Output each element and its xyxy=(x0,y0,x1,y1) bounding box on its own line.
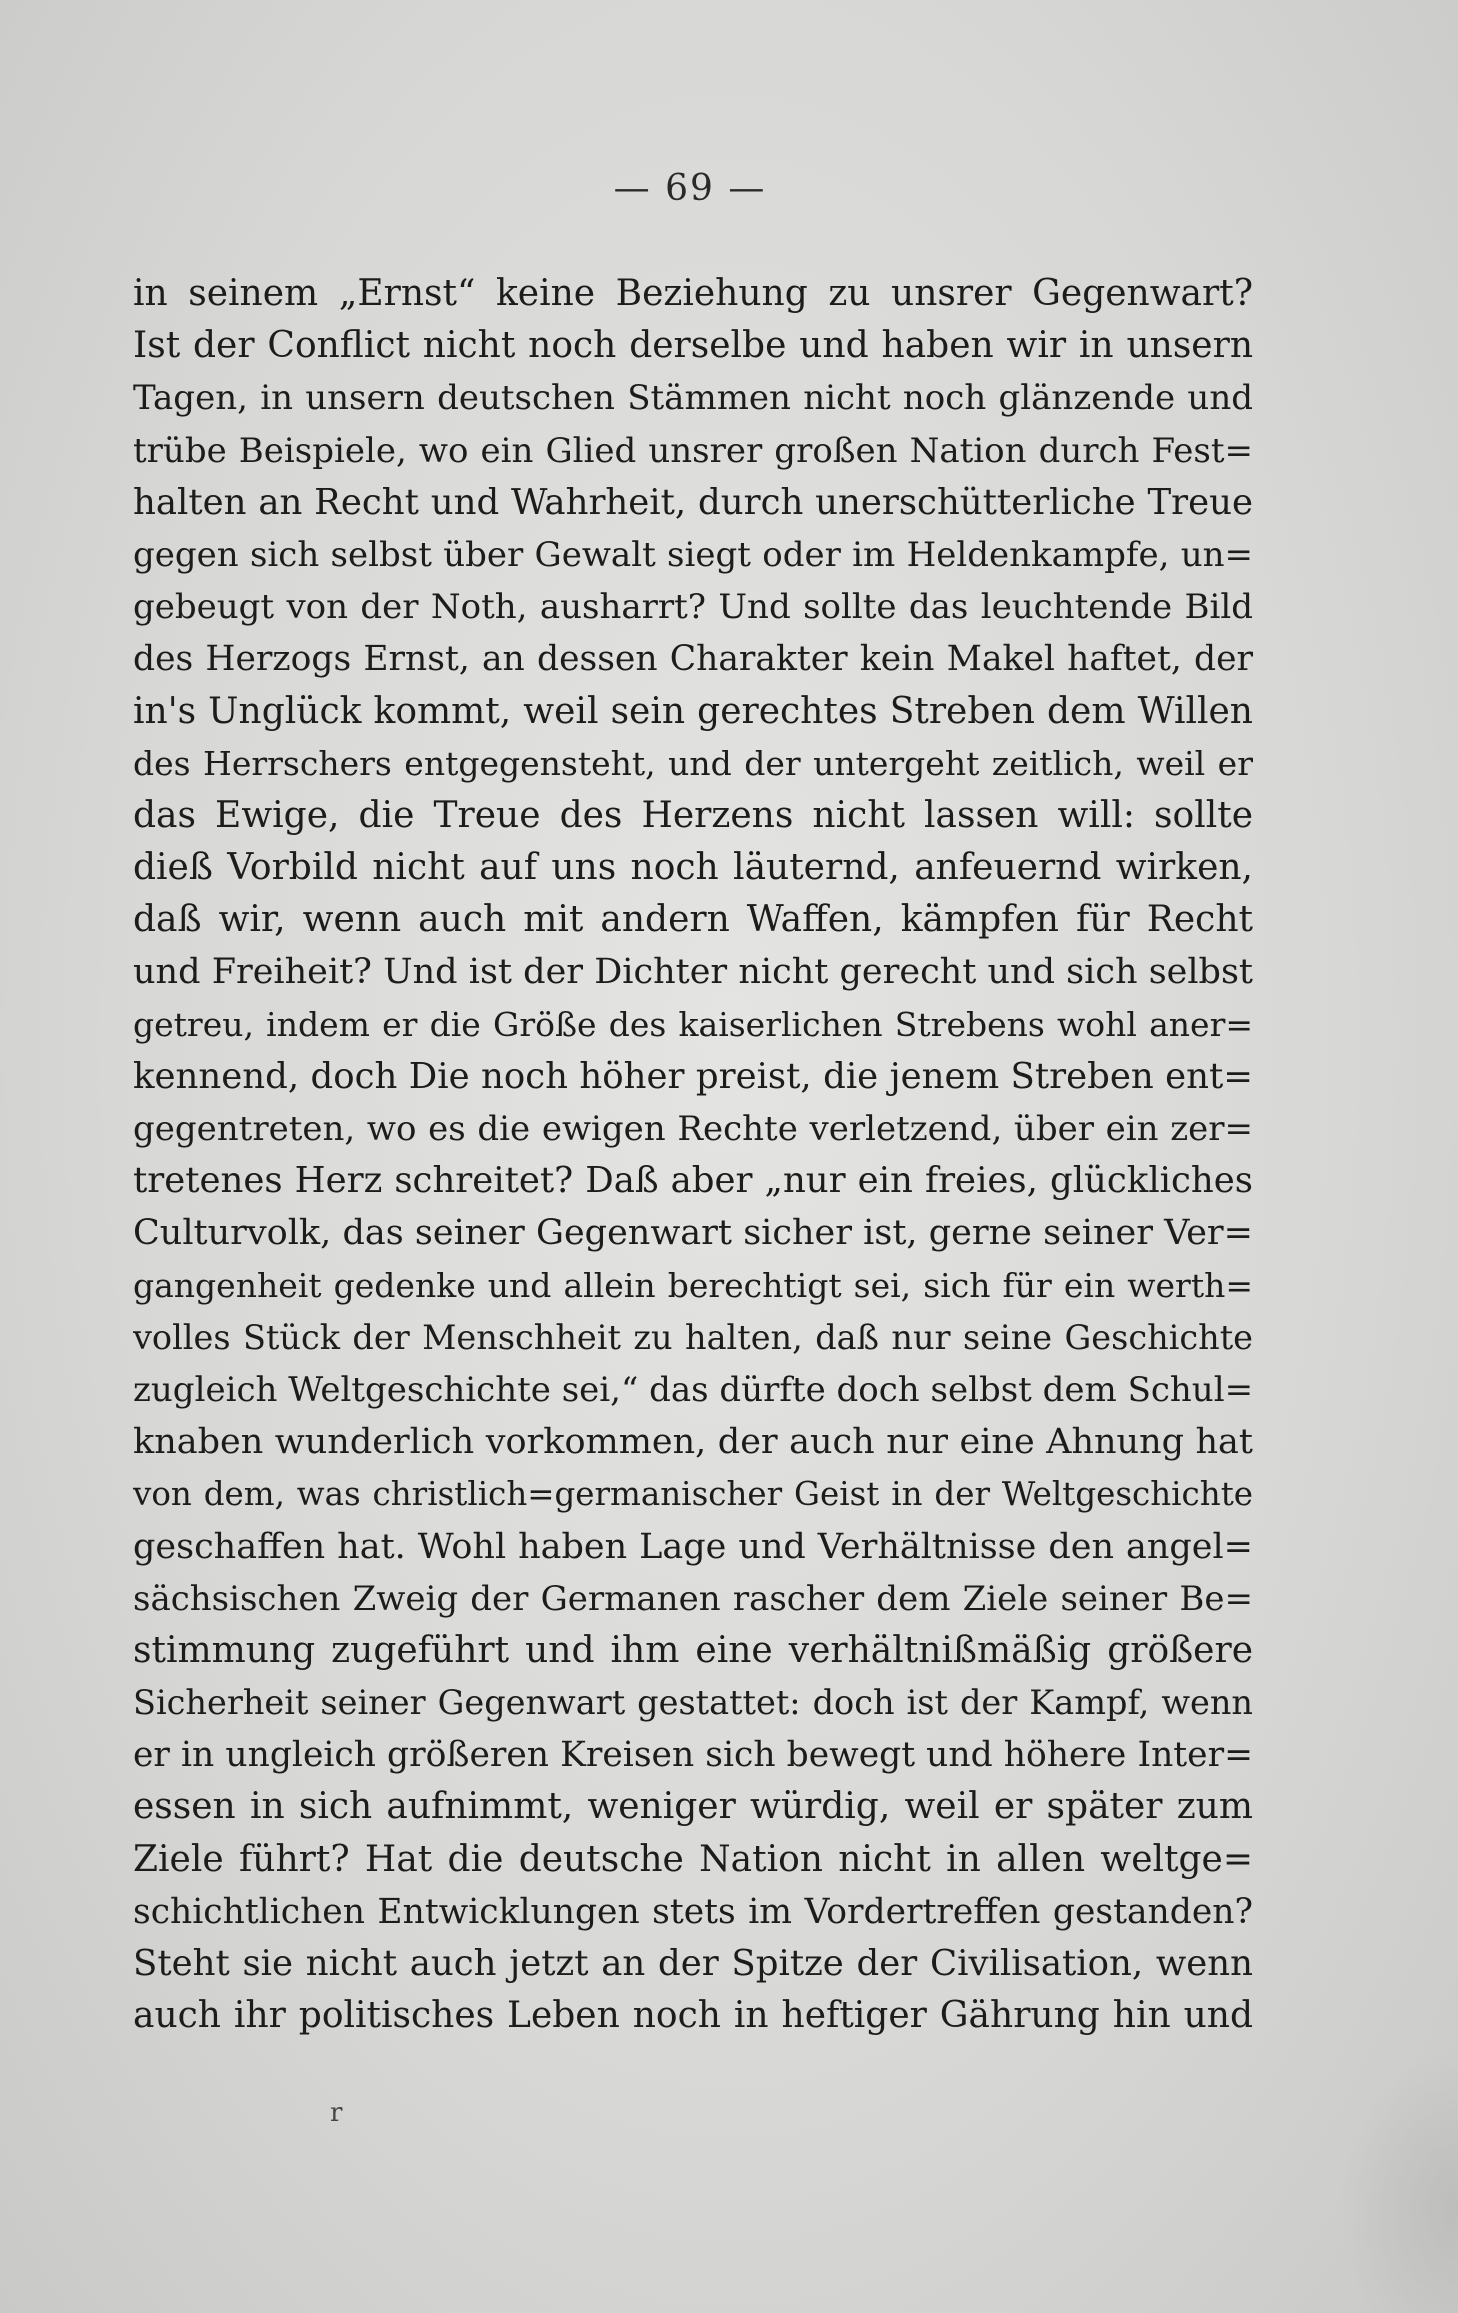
text-line: zugleich Weltgeschichte sei,“ das dürfte doch selbst dem Schul= xyxy=(133,1369,1253,1410)
text-line: gegentreten, wo es die ewigen Rechte verletzend, über ein zer= xyxy=(133,1109,1253,1149)
body-text xyxy=(133,268,1253,2042)
text-line: Sicherheit seiner Gegenwart gestattet: doch ist der Kampf, wenn xyxy=(133,1683,1253,1723)
text-line: das Ewige, die Treue des Herzens nicht lassen will: sollte xyxy=(133,794,1253,836)
text-line: in's Unglück kommt, weil sein gerechtes Streben dem Willen xyxy=(133,690,1253,732)
text-line: gangenheit gedenke und allein berechtigt sei, sich für ein werth= xyxy=(133,1265,1253,1305)
text-line: knaben wunderlich vorkommen, der auch nur eine Ahnung hat xyxy=(133,1422,1253,1463)
page-stain xyxy=(1338,2050,1458,2313)
text-line: sächsischen Zweig der Germanen rascher dem Ziele seiner Be= xyxy=(133,1578,1253,1619)
text-line: Culturvolk, das seiner Gegenwart sicher ist, gerne seiner Ver= xyxy=(133,1213,1253,1254)
text-line: dieß Vorbild nicht auf uns noch läuternd, anfeuernd wirken, xyxy=(133,847,1253,889)
text-line: kennend, doch Die noch höher preist, die jenem Streben ent= xyxy=(133,1055,1253,1097)
text-line: Tagen, in unsern deutschen Stämmen nicht noch glänzende und xyxy=(133,378,1253,419)
text-line: getreu, indem er die Größe des kaiserlichen Strebens wohl aner= xyxy=(133,1004,1253,1044)
text-line: in seinem „Ernst“ keine Beziehung zu unsrer Gegenwart? xyxy=(133,273,1253,314)
text-line: halten an Recht und Wahrheit, durch unerschütterliche Treue xyxy=(133,481,1253,523)
text-line: Steht sie nicht auch jetzt an der Spitze der Civilisation, wenn xyxy=(133,1943,1253,1984)
text-line: und Freiheit? Und ist der Dichter nicht gerecht und sich selbst xyxy=(133,952,1253,993)
text-line: volles Stück der Menschheit zu halten, daß nur seine Geschichte xyxy=(133,1317,1253,1357)
page-number: — 69 — xyxy=(613,168,767,209)
text-line: tretenes Herz schreitet? Daß aber „nur ein freies, glückliches xyxy=(133,1160,1253,1202)
text-line: geschaffen hat. Wohl haben Lage und Verhältnisse den angel= xyxy=(133,1526,1253,1567)
text-line: des Herrschers entgegensteht, und der untergeht zeitlich, weil er xyxy=(133,743,1253,783)
text-line: stimmung zugeführt und ihm eine verhältnißmäßig größere xyxy=(133,1629,1253,1671)
text-line: gegen sich selbst über Gewalt siegt oder im Heldenkampfe, un= xyxy=(133,534,1253,575)
text-line: schichtlichen Entwicklungen stets im Vordertreffen gestanden? xyxy=(133,1891,1253,1932)
text-line: daß wir, wenn auch mit andern Waffen, kämpfen für Recht xyxy=(133,899,1253,941)
text-line: Ziele führt? Hat die deutsche Nation nicht in allen weltge= xyxy=(133,1838,1253,1880)
text-line: des Herzogs Ernst, an dessen Charakter kein Makel haftet, der xyxy=(133,639,1253,680)
text-line: trübe Beispiele, wo ein Glied unsrer großen Nation durch Fest= xyxy=(133,430,1253,471)
stray-mark: r xyxy=(330,2098,343,2128)
text-line: gebeugt von der Noth, ausharrt? Und sollte das leuchtende Bild xyxy=(133,587,1253,628)
text-line: er in ungleich größeren Kreisen sich bewegt und höhere Inter= xyxy=(133,1735,1253,1776)
text-line: Ist der Conflict nicht noch derselbe und haben wir in unsern xyxy=(133,325,1253,367)
text-line: auch ihr politisches Leben noch in heftiger Gährung hin und xyxy=(133,1995,1253,2037)
text-line: von dem, was christlich=germanischer Geist in der Weltgeschichte xyxy=(133,1475,1253,1514)
text-line: essen in sich aufnimmt, weniger würdig, weil er später zum xyxy=(133,1786,1253,1828)
